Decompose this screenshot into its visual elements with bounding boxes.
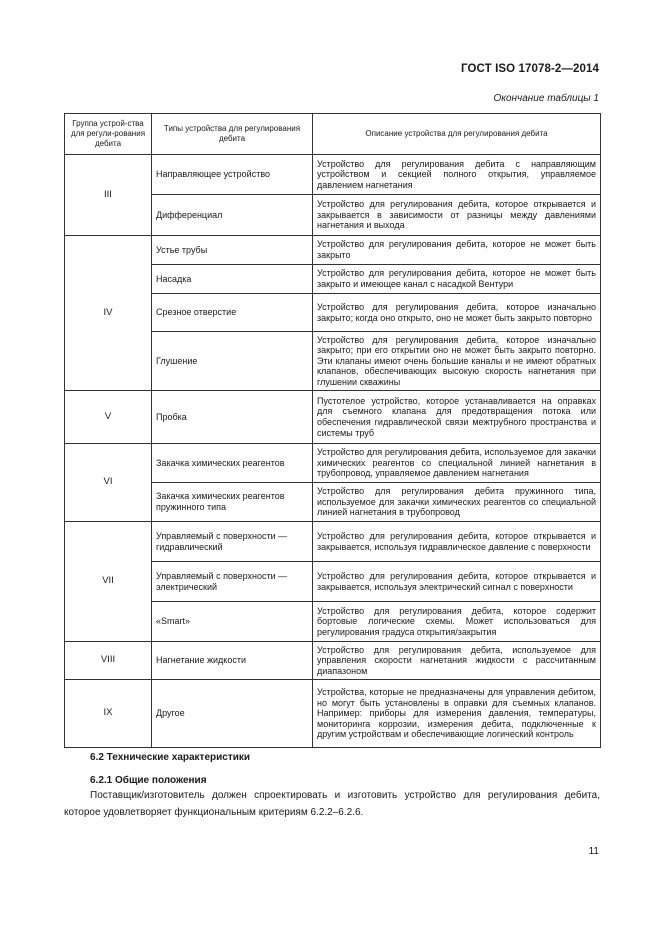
device-description-cell: Устройство для регулирования дебита, которое открывается и закрывается, используя гидравлическое давление с поверхности [313,522,601,562]
group-cell: IX [65,680,152,748]
device-type-cell: Другое [152,680,313,748]
table-row [65,642,601,680]
device-type-cell: Управляемый с поверхности — гидравлический [152,522,313,562]
device-description-cell: Устройство для регулирования дебита с направляющим устройством и секцией полного открытия, управляемое давлением нагнетания [313,155,601,195]
table-header-row [65,114,601,155]
group-cell: VII [65,522,152,642]
group-cell: VI [65,444,152,522]
device-description-cell: Устройство для регулирования дебита, которое содержит бортовые логические схемы. Может использоваться для регулирования градуса открытия/закрытия [313,602,601,642]
device-type-cell: Закачка химических реагентов [152,444,313,483]
group-cell: IV [65,236,152,391]
table-body [65,155,601,748]
device-type-cell: Пробка [152,391,313,444]
device-description-cell: Устройство для регулирования дебита, используемое для закачки химических реагентов со специальной линией нагнетания в трубопровод, управляемое давлением нагнетания [313,444,601,483]
flow-control-device-table [64,113,601,748]
device-description-cell: Устройства, которые не предназначены для управления дебитом, но могут быть установлены в оправки для съемных клапанов. Например: приборы для измерения давления, температуры, мониторинга коррозии, измерения дебита, подключенные к другим устройствам и обеспечивающие логический контроль [313,680,601,748]
device-type-cell: Срезное отверстие [152,294,313,332]
table-row [65,236,601,265]
group-cell: V [65,391,152,444]
device-description-cell: Устройство для регулирования дебита, используемое для управления скорости нагнетания жидкости с рассчитанным диапазоном [313,642,601,680]
section-heading-6-2-1: 6.2.1 Общие положения [90,775,207,786]
table-row [65,680,601,748]
document-code: ГОСТ ISO 17078-2—2014 [461,63,599,75]
device-type-cell: Глушение [152,332,313,391]
device-description-cell: Устройство для регулирования дебита, которое изначально закрыто; когда оно открыто, оно не может быть закрыто повторно [313,294,601,332]
device-description-cell: Пустотелое устройство, которое устанавливается на оправках для съемного клапана для предотвращения потока или обеспечения гидравлической связи межтрубного пространства и системы труб [313,391,601,444]
table-row [65,155,601,195]
col-header-group: Группа устрой-ства для регули-рования дебита [65,114,152,155]
device-description-cell: Устройство для регулирования дебита, которое не может быть закрыто и имеющее канал с насадкой Вентури [313,265,601,294]
group-cell: VIII [65,642,152,680]
device-description-cell: Устройство для регулирования дебита, которое не может быть закрыто [313,236,601,265]
table-row [65,391,601,444]
device-type-cell: Устье трубы [152,236,313,265]
device-type-cell: «Smart» [152,602,313,642]
group-cell: III [65,155,152,236]
device-type-cell: Закачка химических реагентов пружинного типа [152,483,313,522]
device-description-cell: Устройство для регулирования дебита, которое открывается и закрывается, используя электрический сигнал с поверхности [313,562,601,602]
device-description-cell: Устройство для регулирования дебита, которое изначально закрыто; при его открытии оно не может быть закрыто повторно. Эти клапаны имеют очень большие каналы и не имеют обратных клапанов, обеспечивающих высокую скорость нагнетания при глушении скважины [313,332,601,391]
table-row [65,444,601,483]
table-continuation-label: Окончание таблицы 1 [493,93,599,104]
col-header-description: Описание устройства для регулирования дебита [313,114,601,155]
device-description-cell: Устройство для регулирования дебита пружинного типа, используемое для закачки химических реагентов со специальной линией нагнетания в трубопровод [313,483,601,522]
device-type-cell: Насадка [152,265,313,294]
device-type-cell: Направляющее устройство [152,155,313,195]
device-type-cell: Дифференциал [152,195,313,236]
table-row [65,522,601,562]
device-type-cell: Нагнетание жидкости [152,642,313,680]
device-description-cell: Устройство для регулирования дебита, которое открывается и закрывается в зависимости от разницы между давлениями нагнетания и выхода [313,195,601,236]
page-number: 11 [588,846,599,857]
col-header-type: Типы устройства для регулирования дебита [152,114,313,155]
body-paragraph: Поставщик/изготовитель должен спроектировать и изготовить устройство для регулирования дебита, которое удовлетворяет функциональным критериям 6.2.2–6.2.6. [64,790,600,818]
section-heading-6-2: 6.2 Технические характеристики [90,752,251,763]
device-type-cell: Управляемый с поверхности — электрический [152,562,313,602]
